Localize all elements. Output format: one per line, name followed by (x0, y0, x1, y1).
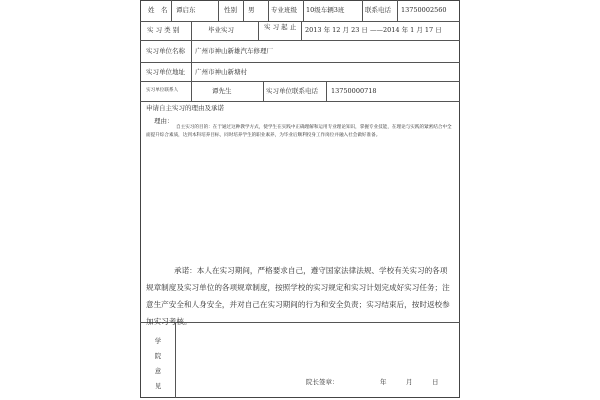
college-label-char: 学 (154, 337, 162, 345)
contact-label: 实习单位联系人 (146, 88, 179, 93)
contact-value: 谭先生 (212, 87, 232, 95)
rule-v (268, 0, 269, 21)
period-value: 2013 年 12 月 23 日 ——2014 年 1 月 17 日 (305, 26, 442, 34)
rule-v (263, 81, 264, 101)
reason-label: 理由： (154, 117, 174, 125)
pledge-text: 本人在实习期间，严格要求自己，遵守国家法律法规、学校有关实习的各项规章制度及实习单位的各项规章制度，按照学校的实习规定和实习计划完成好实习任务；注意生产安全和人身安全，并对自己在实习期间的行为和安全负责；实习结束后，按时返校参加实习考核。 (146, 266, 450, 326)
rule-v (303, 0, 304, 21)
name-value: 谭启东 (176, 6, 196, 14)
rule-v (301, 21, 302, 40)
class-value: 10级车辆3班 (306, 6, 345, 14)
address-value: 广州市神山新塘村 (195, 68, 247, 76)
rule-row4 (140, 81, 460, 82)
reason-heading: 申请自主实习的理由及承诺 (146, 104, 224, 112)
rule-v (326, 81, 327, 101)
rule-v (362, 0, 363, 21)
rule-v (175, 322, 176, 398)
name-label: 姓 名 (148, 6, 168, 14)
rule-v (243, 0, 244, 21)
type-value: 毕业实习 (208, 26, 234, 34)
period-label: 实 习 起 止 (264, 23, 297, 31)
rule-row1 (140, 21, 460, 22)
gender-label: 性别 (224, 6, 237, 14)
dean-signature-label: 院长签章： (306, 378, 339, 386)
rule-row5 (140, 101, 460, 102)
rule-row3 (140, 62, 460, 63)
unit-value: 广州市神山新雄汽车修理厂 (195, 47, 273, 55)
date-day: 日 (432, 378, 439, 386)
unit-label: 实习单位名称 (146, 47, 185, 55)
rule-v (258, 21, 259, 40)
date-month: 月 (406, 378, 413, 386)
rule-v (191, 21, 192, 40)
rule-v (171, 0, 172, 21)
unit-phone-value: 13750000718 (331, 87, 377, 95)
rule-row2 (140, 40, 460, 41)
address-label: 实习单位地址 (146, 68, 185, 76)
type-label: 实 习 类 别 (147, 26, 180, 34)
date-year: 年 (380, 378, 387, 386)
phone-label: 联系电话 (365, 6, 391, 14)
class-label: 专业班级 (271, 6, 297, 14)
college-label-char: 意 (154, 367, 162, 375)
rule-v (191, 81, 192, 101)
form-frame (140, 0, 460, 398)
gender-value: 男 (248, 6, 255, 14)
phone-value: 13750002560 (401, 6, 447, 14)
college-label-char: 院 (154, 352, 162, 360)
rule-v (218, 0, 219, 21)
unit-phone-label: 实习单位联系电话 (266, 87, 318, 95)
college-label-char: 见 (154, 382, 162, 390)
rule-v (397, 0, 398, 21)
pledge-label: 承诺： (174, 266, 197, 275)
reason-text: 自主实习的目的：在于通过这种教学方式，使学生在实践中正确理解和运用专业理论知识，掌握专业技能，在理论与实践的紧密结合中全面提升综合素质，达到本科培养目标，同时培养学生的职业素养，为毕业后顺利投身工作岗位并融入社会做好准备。 (146, 125, 452, 138)
rule-v (191, 40, 192, 81)
